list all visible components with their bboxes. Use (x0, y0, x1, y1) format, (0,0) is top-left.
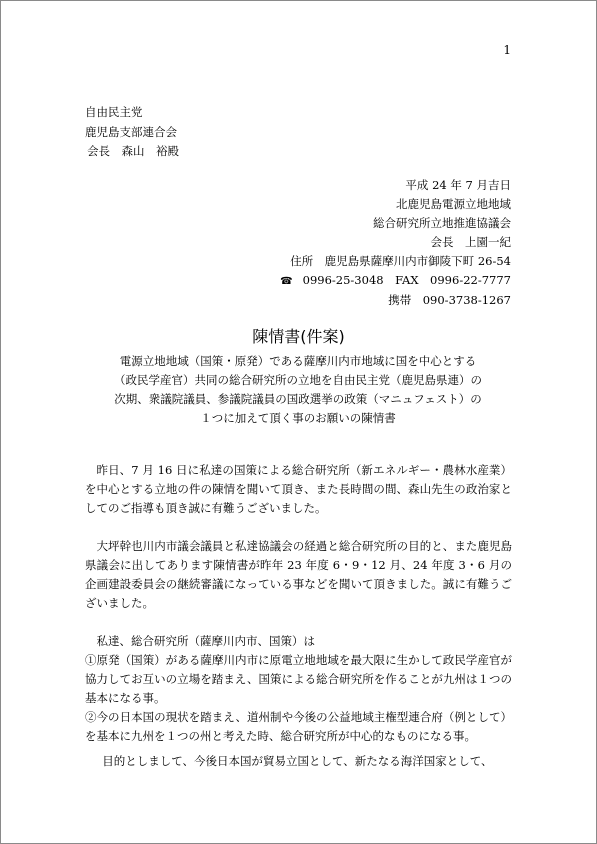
sender-chair: 会長 上園一紀 (430, 235, 511, 249)
subject-block (85, 352, 511, 428)
sender-mobile: 携帯 090-3738-1267 (388, 293, 511, 307)
sender-date: 平成 24 年 7 月吉日 (405, 178, 511, 192)
subject-line: １つに加えて頂く事のお願いの陳情書 (200, 411, 396, 425)
subject-line: 次期、衆議院議員、参議院議員の国政選挙の政策（マニュフェスト）の (114, 392, 482, 406)
sender-address: 住所 鹿児島県薩摩川内市御陵下町 26-54 (290, 254, 511, 268)
body-paragraph-3-intro: 私達、総合研究所（薩摩川内市、国策）は (96, 634, 315, 648)
numbered-item-1: ①原発（国策）がある薩摩川内市に原電立地地域を最大限に生かして政民学産官が協力してお互いの立場を踏まえ、国策による総合研究所を作ることが九州は１つの基本になる事。 (85, 653, 512, 705)
body-closing-line: 目的としまして、今後日本国が貿易立国として、新たなる海洋国家として、 (102, 754, 493, 768)
sender-org-line1: 北鹿児島電源立地地域 (396, 197, 511, 211)
telephone-icon: ☎ (280, 276, 293, 287)
body-paragraph-1: 昨日、7 月 16 日に私達の国策による総合研究所（新エネルギー・農林水産業）を中心とする立地の件の陳情を聞いて頂き、また長時間の間、森山先生の政治家としてのご指導も頂き誠に有難うございました。 (85, 463, 512, 515)
body-paragraph-2: 大坪幹也川内市議会議員と私達協議会の経過と総合研究所の目的と、また鹿児島県議会に出してあります陳情書が昨年 23 年度 6・9・12 月、24 年度 3・6 月の企画建設委員会の継続審議になっている事などを聞いて頂きました。誠に有難うございました。 (85, 539, 512, 610)
addressee-block (85, 103, 179, 162)
sender-block (280, 176, 511, 310)
addressee-branch: 鹿児島支部連合会 (85, 124, 177, 139)
sender-org-line2: 総合研究所立地推進協議会 (373, 216, 511, 230)
addressee-person: 会長 森山 裕殿 (87, 144, 179, 158)
addressee-party: 自由民主党 (85, 105, 143, 119)
page-number: 1 (503, 43, 511, 57)
sender-phone-line (280, 271, 511, 291)
numbered-item-2: ②今の日本国の現状を踏まえ、道州制や今後の公益地域主権型連合府（例として）を基本に九州を１つの州と考えた時、総合研究所が中心的なものになる事。 (85, 710, 512, 743)
subject-line: 電源立地地域（国策・原発）である薩摩川内市地域に国を中心とする (119, 354, 477, 368)
document-body (85, 461, 512, 771)
subject-line: （政民学産官）共同の総合研究所の立地を自由民主党（鹿児島県連）の (114, 373, 482, 387)
sender-phone-fax: 0996-25-3048 FAX 0996-22-7777 (302, 273, 511, 287)
document-title: 陳情書(件案) (252, 327, 345, 346)
